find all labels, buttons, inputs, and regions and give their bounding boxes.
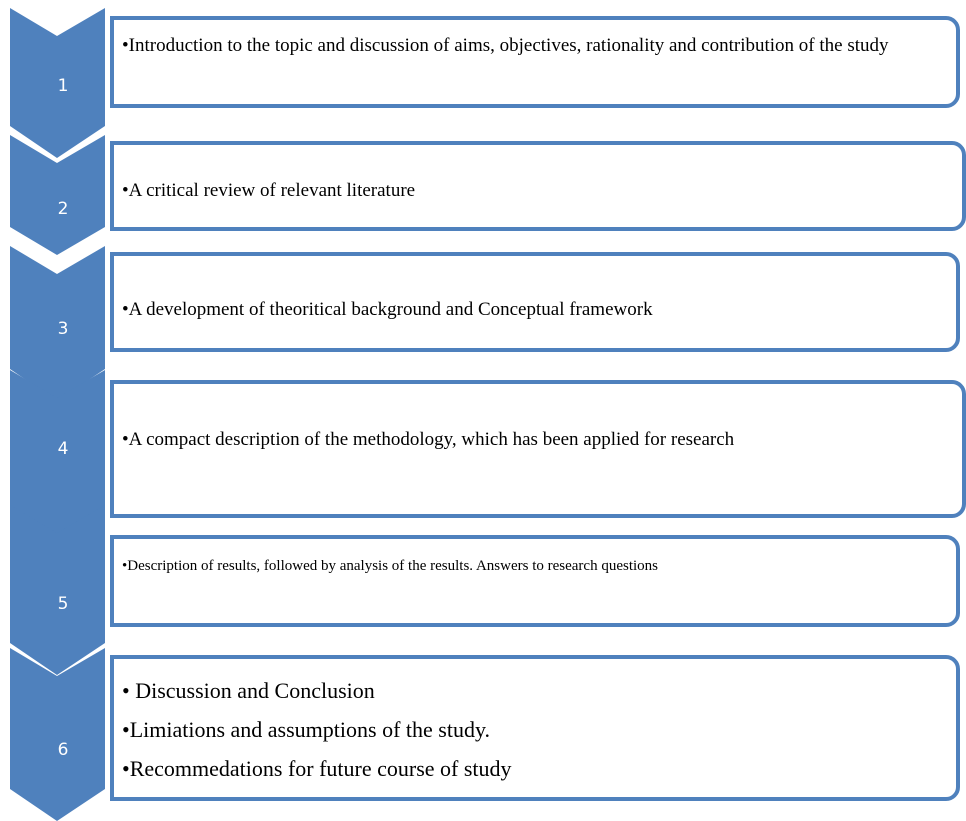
step-1-box — [110, 16, 960, 108]
step-3-number: 3 — [57, 319, 69, 339]
step-6-box — [110, 655, 960, 801]
step-4-box — [110, 380, 966, 518]
step-2-chevron — [10, 135, 105, 255]
step-3-box — [110, 252, 960, 352]
step-6-bullet-1: • Discussion and Conclusion — [122, 678, 375, 703]
step-6-number: 6 — [57, 740, 69, 760]
step-4-bullet: •A compact description of the methodology, which has been applied for research — [122, 429, 735, 450]
step-5-bullet: •Description of results, followed by analysis of the results. Answers to research questions — [122, 558, 658, 574]
step-1-bullet: •Introduction to the topic and discussion of aims, objectives, rationality and contribution of the study — [122, 35, 889, 56]
step-4-number: 4 — [57, 439, 69, 459]
step-5-box — [110, 535, 960, 627]
step-5-number: 5 — [57, 594, 69, 614]
step-1-number: 1 — [57, 76, 69, 96]
step-2-box — [110, 141, 966, 231]
step-3-bullet: •A development of theoritical background and Conceptual framework — [122, 299, 653, 320]
step-6-bullet-2: •Limiations and assumptions of the study. — [122, 717, 491, 742]
step-2-bullet: •A critical review of relevant literature — [122, 180, 416, 201]
step-6-chevron — [10, 648, 105, 821]
step-6-bullet-3: •Recommedations for future course of study — [122, 756, 512, 781]
step-2-number: 2 — [57, 199, 69, 219]
